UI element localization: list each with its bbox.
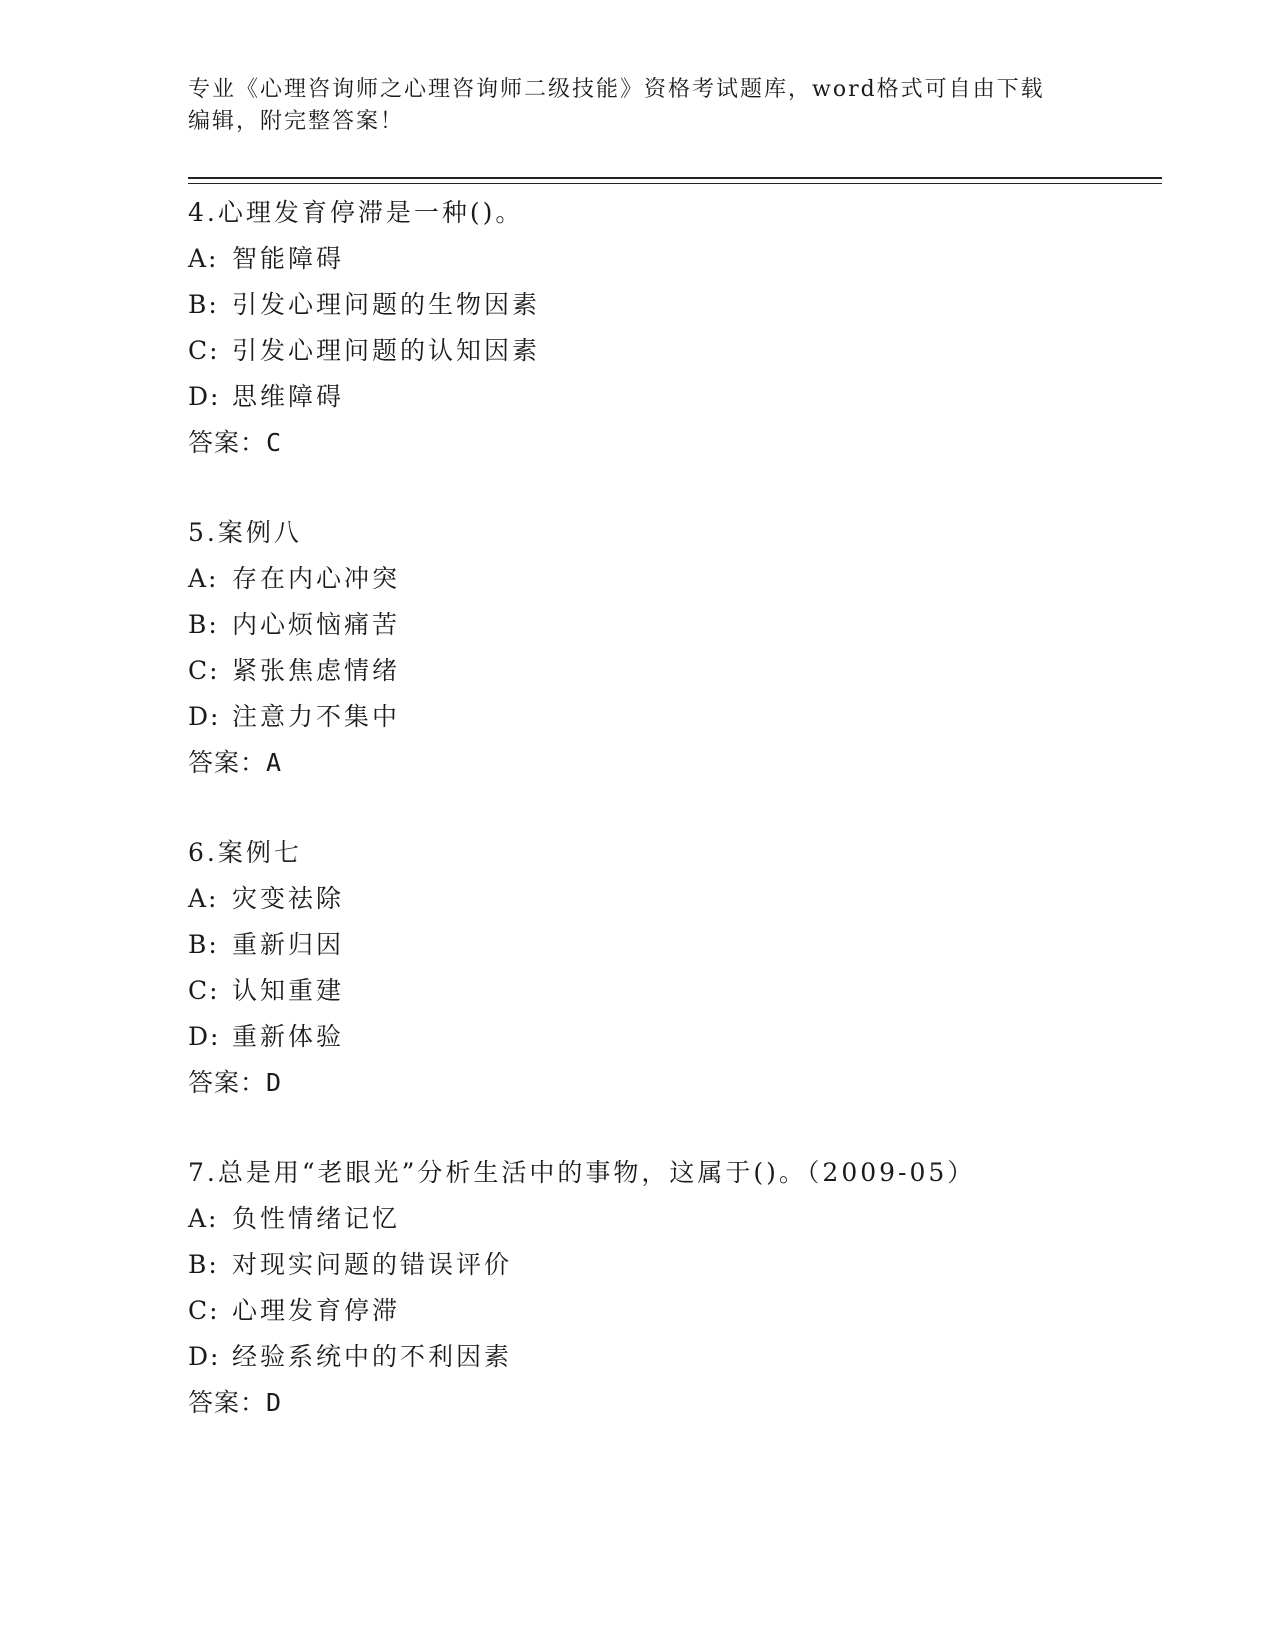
answer-label: 答案：: [188, 428, 267, 457]
option-b: [188, 282, 1148, 328]
option-text: 重新体验: [232, 1022, 345, 1051]
answer-value: D: [266, 1388, 283, 1417]
option-text: 智能障碍: [232, 244, 345, 273]
option-text: 重新归因: [232, 930, 345, 959]
header-divider-thin: [188, 183, 1162, 184]
question-stem: 5.案例八: [188, 518, 302, 547]
option-d: [188, 374, 1148, 420]
option-letter: D:: [188, 382, 221, 411]
option-text: 引发心理问题的认知因素: [232, 336, 541, 365]
option-a: [188, 1196, 1148, 1242]
option-text: 注意力不集中: [232, 702, 401, 731]
option-letter: C:: [188, 656, 220, 685]
option-letter: B:: [188, 610, 219, 639]
option-letter: D:: [188, 702, 221, 731]
option-c: [188, 328, 1148, 374]
option-text: 引发心理问题的生物因素: [232, 290, 541, 319]
option-letter: A:: [188, 1204, 219, 1233]
answer-line: [188, 1060, 1148, 1106]
question-item: [188, 830, 1148, 1106]
answer-label: 答案：: [188, 1388, 267, 1417]
answer-line: [188, 1380, 1148, 1426]
option-b: [188, 602, 1148, 648]
answer-line: [188, 740, 1148, 786]
question-item: [188, 190, 1148, 466]
answer-label: 答案：: [188, 748, 267, 777]
option-d: [188, 1334, 1148, 1380]
option-letter: B:: [188, 930, 219, 959]
option-b: [188, 922, 1148, 968]
option-letter: D:: [188, 1342, 221, 1371]
option-text: 经验系统中的不利因素: [232, 1342, 513, 1371]
answer-value: D: [266, 1068, 283, 1097]
option-a: [188, 556, 1148, 602]
option-c: [188, 1288, 1148, 1334]
header-divider-thick: [188, 177, 1162, 179]
option-a: [188, 236, 1148, 282]
question-item: [188, 510, 1148, 786]
answer-value: A: [266, 748, 283, 777]
option-letter: A:: [188, 244, 219, 273]
option-c: [188, 648, 1148, 694]
answer-label: 答案：: [188, 1068, 267, 1097]
header-line-1: 专业《心理咨询师之心理咨询师二级技能》资格考试题库，word格式可自由下载: [188, 77, 1045, 102]
question-item: [188, 1150, 1148, 1426]
answer-line: [188, 420, 1148, 466]
option-letter: C:: [188, 1296, 220, 1325]
option-b: [188, 1242, 1148, 1288]
option-letter: C:: [188, 336, 220, 365]
option-text: 负性情绪记忆: [232, 1204, 401, 1233]
option-text: 思维障碍: [232, 382, 345, 411]
option-text: 存在内心冲突: [232, 564, 401, 593]
option-a: [188, 876, 1148, 922]
option-text: 内心烦恼痛苦: [232, 610, 401, 639]
option-letter: B:: [188, 1250, 219, 1279]
document-header: [188, 74, 1068, 138]
option-text: 灾变祛除: [232, 884, 345, 913]
option-d: [188, 694, 1148, 740]
option-letter: C:: [188, 976, 220, 1005]
option-text: 认知重建: [232, 976, 345, 1005]
header-line-2: 编辑，附完整答案！: [188, 109, 405, 134]
option-letter: D:: [188, 1022, 221, 1051]
question-list: [188, 190, 1148, 1470]
question-stem: 6.案例七: [188, 838, 302, 867]
question-stem: 4.心理发育停滞是一种()。: [188, 198, 524, 227]
option-letter: A:: [188, 884, 219, 913]
option-letter: B:: [188, 290, 219, 319]
answer-value: C: [266, 428, 283, 457]
option-letter: A:: [188, 564, 219, 593]
option-text: 紧张焦虑情绪: [232, 656, 401, 685]
option-c: [188, 968, 1148, 1014]
option-text: 心理发育停滞: [232, 1296, 401, 1325]
question-stem: 7.总是用“老眼光”分析生活中的事物，这属于()。（2009-05）: [188, 1158, 976, 1187]
option-text: 对现实问题的错误评价: [232, 1250, 513, 1279]
option-d: [188, 1014, 1148, 1060]
